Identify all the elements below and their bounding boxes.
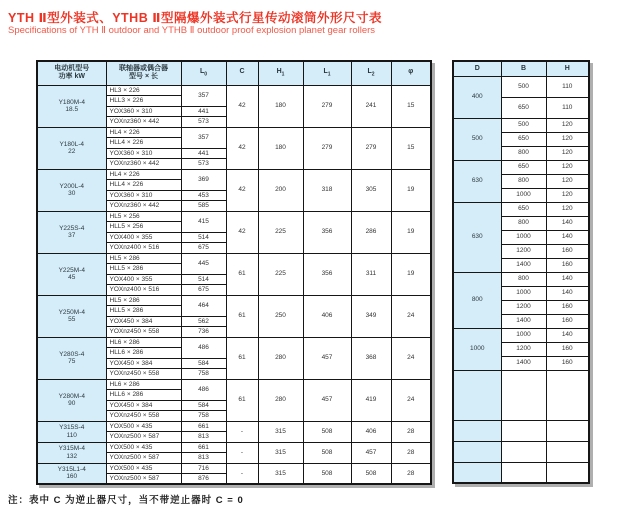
motor-model-cell bbox=[37, 127, 106, 169]
coupling-cell: HL4 × 226 bbox=[106, 127, 181, 138]
b-cell: 1400 bbox=[501, 258, 546, 272]
l2-cell: 305 bbox=[351, 169, 391, 211]
h-cell: 160 bbox=[546, 244, 589, 258]
b-cell: 1000 bbox=[501, 328, 546, 342]
motor-model: Y180L-4 bbox=[59, 140, 85, 148]
b-cell: 1400 bbox=[501, 314, 546, 328]
coupling-cell: HL5 × 256 bbox=[106, 211, 181, 222]
motor-power: 22 bbox=[68, 148, 76, 155]
h1-cell: 225 bbox=[258, 211, 303, 253]
coupling-cell: HL4 × 226 bbox=[106, 169, 181, 180]
l0-cell: 441 bbox=[181, 106, 226, 117]
drum-row bbox=[453, 370, 589, 420]
b-cell bbox=[501, 462, 546, 483]
coupling-cell: YOXnz450 × 558 bbox=[106, 411, 181, 422]
motor-power: 160 bbox=[66, 473, 78, 481]
drum-row bbox=[453, 272, 589, 286]
motor-model-cell bbox=[37, 253, 106, 295]
left-table-body bbox=[37, 85, 431, 484]
b-cell: 650 bbox=[501, 202, 546, 216]
b-cell: 1000 bbox=[501, 230, 546, 244]
phi-cell: 24 bbox=[391, 379, 431, 421]
l2-cell: 241 bbox=[351, 85, 391, 127]
drum-dimensions-table bbox=[452, 60, 590, 484]
motor-model: Y225M-4 bbox=[58, 266, 85, 274]
left-header-row bbox=[37, 61, 431, 85]
footnote: 注：表中 C 为逆止器尺寸，当不带逆止器时 C = 0 bbox=[8, 495, 244, 506]
l0-cell: 445 bbox=[181, 253, 226, 274]
phi-cell: 28 bbox=[391, 421, 431, 442]
spec-row bbox=[37, 379, 431, 390]
h-cell: 120 bbox=[546, 188, 589, 202]
col-header-l1: $L_1$ bbox=[303, 61, 351, 85]
motor-power: 37 bbox=[68, 232, 76, 239]
motor-power: 75 bbox=[68, 358, 76, 365]
h-cell: 160 bbox=[546, 342, 589, 356]
spec-row bbox=[37, 253, 431, 264]
l0-cell: 415 bbox=[181, 211, 226, 232]
b-cell: 1400 bbox=[501, 356, 546, 370]
coupling-cell: YOXnz500 × 587 bbox=[106, 453, 181, 464]
coupling-cell: HLL4 × 226 bbox=[106, 138, 181, 149]
phi-cell: 19 bbox=[391, 211, 431, 253]
coupling-cell: YOX360 × 310 bbox=[106, 106, 181, 117]
l0-cell: 736 bbox=[181, 327, 226, 338]
spec-row bbox=[37, 442, 431, 453]
h1-cell: 315 bbox=[258, 442, 303, 463]
col-header-l2: $L_2$ bbox=[351, 61, 391, 85]
c-cell: 42 bbox=[226, 127, 258, 169]
l0-cell: 453 bbox=[181, 190, 226, 201]
l0-cell: 758 bbox=[181, 369, 226, 380]
coupling-cell: YOXnz400 × 516 bbox=[106, 243, 181, 254]
drum-row bbox=[453, 441, 589, 462]
coupling-cell: YOXnz450 × 558 bbox=[106, 369, 181, 380]
b-cell: 500 bbox=[501, 118, 546, 132]
col-header-c: C bbox=[226, 61, 258, 85]
coupling-cell: YOX400 × 355 bbox=[106, 274, 181, 285]
h1-cell: 180 bbox=[258, 127, 303, 169]
phi-cell: 24 bbox=[391, 295, 431, 337]
d-cell: 1000 bbox=[453, 328, 501, 370]
l2-cell: 406 bbox=[351, 421, 391, 442]
c-cell: 61 bbox=[226, 379, 258, 421]
right-header-row bbox=[453, 61, 589, 76]
c-cell: - bbox=[226, 442, 258, 463]
l2-cell: 349 bbox=[351, 295, 391, 337]
header-line: 型号 × 长 bbox=[129, 73, 158, 81]
l1-cell: 457 bbox=[303, 337, 351, 379]
h-cell: 110 bbox=[546, 76, 589, 97]
coupling-cell: HLL5 × 286 bbox=[106, 264, 181, 275]
motor-model: Y225S-4 bbox=[59, 224, 85, 232]
phi-cell: 28 bbox=[391, 442, 431, 463]
motor-model: Y180M-4 bbox=[58, 98, 85, 106]
l0-cell: 813 bbox=[181, 453, 226, 464]
motor-model: Y280M-4 bbox=[58, 392, 85, 400]
l0-cell: 584 bbox=[181, 358, 226, 369]
l1-cell: 406 bbox=[303, 295, 351, 337]
l0-cell: 585 bbox=[181, 201, 226, 212]
col-header-h1: $H_1$ bbox=[258, 61, 303, 85]
coupling-cell: YOX360 × 310 bbox=[106, 148, 181, 159]
h-cell: 140 bbox=[546, 230, 589, 244]
l0-cell: 716 bbox=[181, 463, 226, 474]
phi-cell: 24 bbox=[391, 337, 431, 379]
h-cell: 140 bbox=[546, 286, 589, 300]
col-header-coupling bbox=[106, 61, 181, 85]
l1-cell: 508 bbox=[303, 442, 351, 463]
spec-row bbox=[37, 421, 431, 432]
drum-row bbox=[453, 202, 589, 216]
spec-row bbox=[37, 127, 431, 138]
coupling-cell: YOX400 × 355 bbox=[106, 232, 181, 243]
b-cell: 1000 bbox=[501, 188, 546, 202]
coupling-cell: YOXnz400 × 516 bbox=[106, 285, 181, 296]
h-cell: 160 bbox=[546, 356, 589, 370]
motor-model: Y280S-4 bbox=[59, 350, 85, 358]
l1-cell: 279 bbox=[303, 127, 351, 169]
d-cell bbox=[453, 441, 501, 462]
drum-row bbox=[453, 420, 589, 441]
h1-cell: 280 bbox=[258, 379, 303, 421]
coupling-cell: YOXnz360 × 442 bbox=[106, 117, 181, 128]
c-cell: 42 bbox=[226, 211, 258, 253]
l1-cell: 279 bbox=[303, 85, 351, 127]
c-cell: - bbox=[226, 463, 258, 484]
b-cell: 500 bbox=[501, 76, 546, 97]
c-cell: - bbox=[226, 421, 258, 442]
c-cell: 42 bbox=[226, 85, 258, 127]
coupling-cell: HL6 × 286 bbox=[106, 379, 181, 390]
l2-cell: 368 bbox=[351, 337, 391, 379]
coupling-cell: HL3 × 226 bbox=[106, 85, 181, 96]
motor-power: 110 bbox=[66, 431, 77, 439]
l0-cell: 357 bbox=[181, 85, 226, 106]
h-cell bbox=[546, 441, 589, 462]
right-table-body bbox=[453, 76, 589, 483]
c-cell: 61 bbox=[226, 337, 258, 379]
motor-power: 30 bbox=[68, 190, 76, 197]
l1-cell: 356 bbox=[303, 211, 351, 253]
motor-model: Y315L1-4 bbox=[57, 465, 86, 473]
h-cell bbox=[546, 462, 589, 483]
coupling-cell: HL5 × 286 bbox=[106, 253, 181, 264]
l1-cell: 318 bbox=[303, 169, 351, 211]
l2-cell: 311 bbox=[351, 253, 391, 295]
drum-row bbox=[453, 118, 589, 132]
b-cell: 800 bbox=[501, 216, 546, 230]
drum-row bbox=[453, 462, 589, 483]
phi-cell: 28 bbox=[391, 463, 431, 484]
h-cell: 140 bbox=[546, 272, 589, 286]
d-cell: 400 bbox=[453, 76, 501, 118]
h1-cell: 180 bbox=[258, 85, 303, 127]
coupling-cell: YOXnz360 × 442 bbox=[106, 201, 181, 212]
motor-model: Y315M-4 bbox=[58, 445, 85, 453]
h1-cell: 225 bbox=[258, 253, 303, 295]
h1-cell: 250 bbox=[258, 295, 303, 337]
motor-power: 90 bbox=[68, 400, 76, 407]
motor-model-cell bbox=[37, 337, 106, 379]
drum-row bbox=[453, 328, 589, 342]
l0-cell: 758 bbox=[181, 411, 226, 422]
motor-power: 132 bbox=[66, 452, 78, 460]
l0-cell: 486 bbox=[181, 379, 226, 400]
col-header-h: H bbox=[546, 61, 589, 76]
phi-cell: 19 bbox=[391, 253, 431, 295]
header-line: 电动机型号 bbox=[54, 65, 90, 73]
coupling-cell: YOX500 × 435 bbox=[106, 442, 181, 453]
l2-cell: 286 bbox=[351, 211, 391, 253]
l0-cell: 441 bbox=[181, 148, 226, 159]
spec-row bbox=[37, 85, 431, 96]
l0-cell: 573 bbox=[181, 159, 226, 170]
h-cell bbox=[546, 420, 589, 441]
coupling-cell: HL5 × 286 bbox=[106, 295, 181, 306]
b-cell: 1200 bbox=[501, 342, 546, 356]
motor-model: Y315S-4 bbox=[59, 424, 85, 432]
b-cell bbox=[501, 420, 546, 441]
l0-cell: 514 bbox=[181, 274, 226, 285]
h-cell: 140 bbox=[546, 328, 589, 342]
header-line: 联轴器或偶合器 bbox=[119, 65, 168, 73]
l1-cell: 356 bbox=[303, 253, 351, 295]
coupling-cell: HL6 × 286 bbox=[106, 337, 181, 348]
coupling-cell: HLL5 × 286 bbox=[106, 306, 181, 317]
h-cell: 120 bbox=[546, 202, 589, 216]
h1-cell: 280 bbox=[258, 337, 303, 379]
motor-power: 18.5 bbox=[65, 106, 79, 113]
phi-cell: 19 bbox=[391, 169, 431, 211]
d-cell bbox=[453, 462, 501, 483]
l0-cell: 357 bbox=[181, 127, 226, 148]
l1-cell: 457 bbox=[303, 379, 351, 421]
motor-model-cell bbox=[37, 442, 106, 463]
h-cell: 120 bbox=[546, 146, 589, 160]
b-cell bbox=[501, 370, 546, 420]
c-cell: 61 bbox=[226, 253, 258, 295]
d-cell: 500 bbox=[453, 118, 501, 160]
l0-cell: 675 bbox=[181, 243, 226, 254]
d-cell bbox=[453, 420, 501, 441]
motor-model-cell bbox=[37, 463, 106, 484]
b-cell: 1200 bbox=[501, 300, 546, 314]
h-cell: 120 bbox=[546, 174, 589, 188]
l0-cell: 514 bbox=[181, 232, 226, 243]
l0-cell: 562 bbox=[181, 316, 226, 327]
coupling-cell: YOX360 × 310 bbox=[106, 190, 181, 201]
motor-power: 55 bbox=[68, 316, 76, 323]
coupling-cell: YOX450 × 384 bbox=[106, 358, 181, 369]
b-cell: 650 bbox=[501, 160, 546, 174]
motor-model-cell bbox=[37, 85, 106, 127]
drum-row bbox=[453, 160, 589, 174]
coupling-cell: YOX500 × 435 bbox=[106, 421, 181, 432]
l0-cell: 464 bbox=[181, 295, 226, 316]
coupling-cell: HLL6 × 286 bbox=[106, 348, 181, 359]
page-subtitle: Specifications of YTH Ⅱ outdoor and YTHB Ⅱ outdoor proof explosion planet gear rollers bbox=[8, 25, 376, 36]
b-cell: 650 bbox=[501, 97, 546, 118]
l0-cell: 573 bbox=[181, 117, 226, 128]
coupling-cell: YOX450 × 384 bbox=[106, 400, 181, 411]
l2-cell: 457 bbox=[351, 442, 391, 463]
col-header-phi: φ bbox=[391, 61, 431, 85]
motor-model: Y250M-4 bbox=[58, 308, 85, 316]
l0-cell: 486 bbox=[181, 337, 226, 358]
motor-model: Y200L-4 bbox=[59, 182, 85, 190]
l2-cell: 419 bbox=[351, 379, 391, 421]
header-line: 功率 kW bbox=[58, 73, 85, 81]
coupling-cell: YOXnz500 × 587 bbox=[106, 432, 181, 443]
c-cell: 42 bbox=[226, 169, 258, 211]
b-cell: 800 bbox=[501, 146, 546, 160]
h1-cell: 315 bbox=[258, 421, 303, 442]
col-header-motor bbox=[37, 61, 106, 85]
b-cell: 800 bbox=[501, 174, 546, 188]
spec-row bbox=[37, 463, 431, 474]
h-cell: 120 bbox=[546, 118, 589, 132]
coupling-cell: YOX500 × 435 bbox=[106, 463, 181, 474]
h-cell: 120 bbox=[546, 160, 589, 174]
h1-cell: 200 bbox=[258, 169, 303, 211]
motor-model-cell bbox=[37, 169, 106, 211]
coupling-cell: YOXnz450 × 558 bbox=[106, 327, 181, 338]
d-cell bbox=[453, 370, 501, 420]
coupling-cell: HLL6 × 286 bbox=[106, 390, 181, 401]
h-cell: 160 bbox=[546, 258, 589, 272]
h-cell: 160 bbox=[546, 314, 589, 328]
h-cell: 110 bbox=[546, 97, 589, 118]
phi-cell: 15 bbox=[391, 85, 431, 127]
spec-row bbox=[37, 211, 431, 222]
col-header-l0: $L_0$ bbox=[181, 61, 226, 85]
l0-cell: 584 bbox=[181, 400, 226, 411]
coupling-cell: YOXnz360 × 442 bbox=[106, 159, 181, 170]
d-cell: 630 bbox=[453, 160, 501, 202]
page-title: YTH Ⅱ型外装式、YTHB Ⅱ型隔爆外装式行星传动滚筒外形尺寸表 bbox=[8, 11, 382, 25]
d-cell: 800 bbox=[453, 272, 501, 328]
l2-cell: 508 bbox=[351, 463, 391, 484]
coupling-cell: HLL3 × 226 bbox=[106, 96, 181, 107]
l1-cell: 508 bbox=[303, 463, 351, 484]
spec-row bbox=[37, 169, 431, 180]
motor-power: 45 bbox=[68, 274, 76, 281]
motor-model-cell bbox=[37, 421, 106, 442]
l1-cell: 508 bbox=[303, 421, 351, 442]
b-cell: 1200 bbox=[501, 244, 546, 258]
l0-cell: 876 bbox=[181, 474, 226, 485]
coupling-cell: YOXnz500 × 587 bbox=[106, 474, 181, 485]
h-cell bbox=[546, 370, 589, 420]
h-cell: 140 bbox=[546, 216, 589, 230]
l2-cell: 279 bbox=[351, 127, 391, 169]
spec-row bbox=[37, 337, 431, 348]
l0-cell: 675 bbox=[181, 285, 226, 296]
l0-cell: 369 bbox=[181, 169, 226, 190]
motor-model-cell bbox=[37, 211, 106, 253]
c-cell: 61 bbox=[226, 295, 258, 337]
b-cell: 650 bbox=[501, 132, 546, 146]
b-cell: 1000 bbox=[501, 286, 546, 300]
h-cell: 120 bbox=[546, 132, 589, 146]
col-header-d: D bbox=[453, 61, 501, 76]
spec-row bbox=[37, 295, 431, 306]
coupling-cell: YOX450 × 384 bbox=[106, 316, 181, 327]
motor-model-cell bbox=[37, 295, 106, 337]
phi-cell: 15 bbox=[391, 127, 431, 169]
h1-cell: 315 bbox=[258, 463, 303, 484]
l0-cell: 661 bbox=[181, 442, 226, 453]
motor-model-cell bbox=[37, 379, 106, 421]
d-cell: 630 bbox=[453, 202, 501, 272]
coupling-cell: HLL5 × 256 bbox=[106, 222, 181, 233]
b-cell bbox=[501, 441, 546, 462]
col-header-b: B bbox=[501, 61, 546, 76]
l0-cell: 813 bbox=[181, 432, 226, 443]
spec-dimensions-table bbox=[36, 60, 432, 485]
b-cell: 800 bbox=[501, 272, 546, 286]
h-cell: 160 bbox=[546, 300, 589, 314]
coupling-cell: HLL4 × 226 bbox=[106, 180, 181, 191]
drum-row bbox=[453, 76, 589, 97]
l0-cell: 661 bbox=[181, 421, 226, 432]
